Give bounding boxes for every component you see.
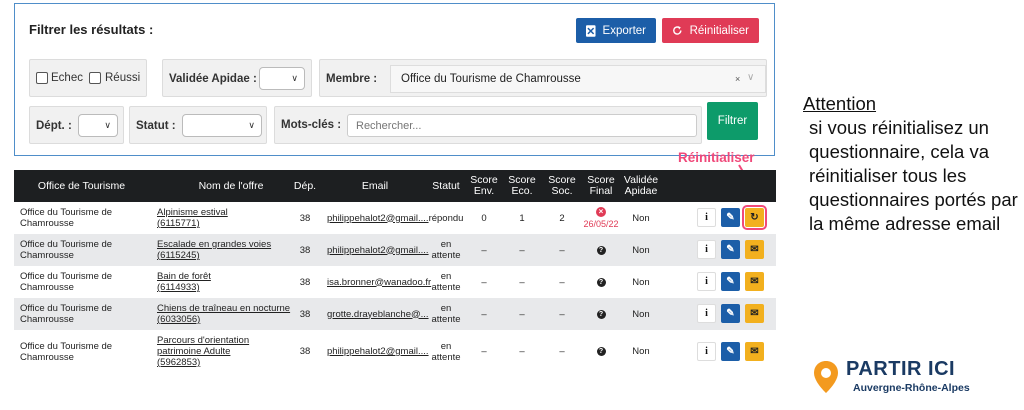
office-line-2: Chamrousse <box>20 282 74 293</box>
membre-filter-group <box>319 59 767 97</box>
table-row <box>14 298 776 330</box>
cell-email[interactable] <box>327 330 431 373</box>
envelope-icon: ✉ <box>750 346 759 357</box>
col-validee-l2: Apidae <box>624 185 658 197</box>
col-score-final-l2: Final <box>589 185 613 197</box>
offre-line-3[interactable]: (5962853) <box>157 357 201 368</box>
offre-line-2[interactable]: (6115245) <box>157 250 200 261</box>
cell-statut <box>426 298 466 330</box>
cell-office <box>20 330 150 373</box>
cell-offre-link[interactable] <box>157 266 307 298</box>
cell-dep: 38 <box>299 212 311 224</box>
col-score-env-l2: Env. <box>473 185 495 197</box>
cell-score-eco: – <box>519 244 525 256</box>
fail-x-icon: × <box>596 207 606 217</box>
office-line-1: Office du Tourisme de <box>20 207 113 218</box>
cell-score-env: – <box>481 346 487 357</box>
col-email: Email <box>361 179 389 192</box>
offre-line-1[interactable]: Alpinisme estival <box>157 207 228 218</box>
logo-title: PARTIR ICI <box>846 358 956 380</box>
reset-filters-button[interactable] <box>662 18 759 43</box>
cell-score-final <box>580 330 622 373</box>
mail-button[interactable] <box>745 342 764 361</box>
cell-validee: Non <box>632 308 650 320</box>
office-line-1: Office du Tourisme de <box>20 340 113 352</box>
attention-note <box>803 92 1023 236</box>
table-row <box>14 266 776 298</box>
filtrer-button[interactable] <box>707 102 758 140</box>
col-score-env-l1: Score <box>470 174 498 186</box>
info-button[interactable] <box>697 208 716 227</box>
chevron-down-icon: ∨ <box>747 72 755 83</box>
cell-email[interactable] <box>327 202 431 234</box>
export-button[interactable] <box>576 18 656 43</box>
col-validee <box>620 170 662 202</box>
info-icon: i <box>705 346 708 357</box>
cell-email[interactable] <box>327 234 431 266</box>
offre-line-2[interactable]: (6033056) <box>157 314 201 325</box>
statut-label: Statut : <box>136 120 176 132</box>
question-icon: ? <box>597 310 606 319</box>
reload-icon <box>672 25 683 36</box>
reinitialiser-button[interactable] <box>745 208 764 227</box>
cell-dep: 38 <box>299 244 311 256</box>
cell-score-eco: – <box>519 308 525 320</box>
col-score-soc <box>544 170 580 202</box>
col-score-eco-l2: Eco. <box>511 185 533 197</box>
cell-score-soc: – <box>559 346 565 357</box>
office-line-2: Chamrousse <box>20 218 74 229</box>
cell-email[interactable] <box>327 298 431 330</box>
cell-score-final <box>580 202 622 234</box>
cell-office <box>20 266 150 298</box>
statut-line-2: attente <box>431 250 461 261</box>
edit-button[interactable] <box>721 304 740 323</box>
edit-icon: ✎ <box>726 276 735 287</box>
email-link[interactable]: philippehalot2@gmail.... <box>327 212 429 224</box>
cell-score-soc: 2 <box>559 212 565 224</box>
cell-dep: 38 <box>299 308 311 320</box>
reload-icon: ↻ <box>750 212 759 223</box>
cell-statut <box>426 266 466 298</box>
email-link[interactable]: isa.bronner@wanadoo.fr <box>327 276 432 288</box>
cell-score-env: – <box>481 276 487 288</box>
dept-label: Dépt. : <box>36 120 72 132</box>
cell-score-env: – <box>481 244 487 256</box>
statut-line-2: attente <box>431 351 461 363</box>
offre-line-1[interactable]: Chiens de traîneau en nocturne <box>157 303 291 314</box>
col-score-final <box>582 170 620 202</box>
edit-button[interactable] <box>721 208 740 227</box>
validee-select[interactable] <box>259 67 305 90</box>
filtrer-label: Filtrer <box>717 115 748 127</box>
keywords-filter-group <box>274 106 702 144</box>
email-link[interactable]: philippehalot2@gmail.... <box>327 244 429 256</box>
info-button[interactable] <box>697 240 716 259</box>
validee-filter-group <box>162 59 312 97</box>
mail-button[interactable] <box>745 304 764 323</box>
cell-score-eco: 1 <box>519 212 525 224</box>
office-line-2: Chamrousse <box>20 250 74 261</box>
col-dep: Dép. <box>293 179 317 192</box>
question-icon: ? <box>597 347 606 356</box>
offre-line-2[interactable]: (6114933) <box>157 282 200 293</box>
clear-icon[interactable]: × <box>735 74 741 84</box>
offre-line-1[interactable]: Escalade en grandes voies <box>157 239 272 250</box>
reussi-label: Réussi <box>105 72 141 84</box>
cell-validee: Non <box>632 244 650 256</box>
info-icon: i <box>705 308 708 319</box>
note-body: si vous réinitialisez un questionnaire, cela va réinitialiser tous les questionnaires portés par la même adresse email <box>809 117 1018 234</box>
table-header <box>14 170 776 202</box>
col-score-eco <box>504 170 540 202</box>
mail-button[interactable] <box>745 272 764 291</box>
envelope-icon: ✉ <box>750 276 759 287</box>
excel-icon <box>586 25 596 37</box>
cell-score-env: 0 <box>481 212 487 224</box>
cell-validee: Non <box>632 276 650 288</box>
score-final-date: 26/05/22 <box>583 218 619 229</box>
cell-offre-link[interactable] <box>157 202 307 234</box>
cell-statut <box>426 234 466 266</box>
cell-office <box>20 234 150 266</box>
cell-statut <box>426 202 466 234</box>
office-line-2: Chamrousse <box>20 314 74 325</box>
map-pin-icon <box>813 360 839 394</box>
results-table <box>14 170 776 373</box>
statut-line-1: répondu <box>428 212 464 224</box>
cell-score-final <box>580 298 622 330</box>
offre-line-1[interactable]: Parcours d'orientation <box>157 335 250 346</box>
cell-offre-link[interactable] <box>157 298 307 330</box>
info-icon: i <box>705 212 708 223</box>
dept-select[interactable] <box>78 114 118 137</box>
validee-label: Validée Apidae : <box>169 73 257 85</box>
statut-line-1: en <box>440 340 452 352</box>
cell-offre-link[interactable] <box>157 234 307 266</box>
table-row <box>14 234 776 266</box>
statut-line-1: en <box>440 239 452 250</box>
statut-line-2: attente <box>431 282 461 293</box>
dept-filter-group <box>29 106 124 144</box>
echec-checkbox[interactable] <box>36 72 48 84</box>
col-validee-l1: Validée <box>623 174 659 186</box>
edit-button[interactable] <box>721 342 740 361</box>
cell-score-soc: – <box>559 244 565 256</box>
echec-label: Echec <box>51 72 83 84</box>
offre-line-1[interactable]: Bain de forêt <box>157 271 211 282</box>
info-button[interactable] <box>697 342 716 361</box>
edit-button[interactable] <box>721 272 740 291</box>
offre-line-2[interactable]: patrimoine Adulte <box>157 346 231 357</box>
membre-label: Membre : <box>326 73 378 85</box>
result-checkbox-group <box>29 59 147 97</box>
office-line-1: Office du Tourisme de <box>20 303 113 314</box>
table-row <box>14 330 776 373</box>
note-heading: Attention <box>803 93 877 114</box>
offre-line-2[interactable]: (6115771) <box>157 218 200 229</box>
statut-filter-group <box>129 106 267 144</box>
chevron-down-icon: ∨ <box>291 73 298 83</box>
membre-select[interactable] <box>390 65 766 93</box>
cell-dep: 38 <box>299 346 311 357</box>
edit-button[interactable] <box>721 240 740 259</box>
keywords-search-input[interactable] <box>347 114 697 137</box>
cell-score-final <box>580 234 622 266</box>
info-button[interactable] <box>697 272 716 291</box>
col-offre: Nom de l'offre <box>198 179 264 192</box>
cell-score-env: – <box>481 308 487 320</box>
cell-offre-link[interactable] <box>157 330 307 373</box>
envelope-icon: ✉ <box>750 308 759 319</box>
cell-score-eco: – <box>519 276 525 288</box>
statut-line-2: attente <box>431 314 461 325</box>
col-score-eco-l1: Score <box>508 174 536 186</box>
table-row <box>14 202 776 234</box>
cell-validee: Non <box>632 346 650 357</box>
cell-validee: Non <box>632 212 650 224</box>
cell-dep: 38 <box>299 276 311 288</box>
reinitialiser-callout: Réinitialiser <box>678 150 755 165</box>
cell-office <box>20 202 150 234</box>
keywords-label: Mots-clés : <box>281 119 342 131</box>
membre-value: Office du Tourisme de Chamrousse <box>401 73 581 85</box>
export-label: Exporter <box>602 24 646 37</box>
office-line-1: Office du Tourisme de <box>20 239 113 250</box>
col-office: Office de Tourisme <box>37 179 126 192</box>
statut-line-1: en <box>440 303 452 314</box>
email-link[interactable]: grotte.drayeblanche@... <box>327 308 429 320</box>
statut-line-1: en <box>440 271 452 282</box>
edit-icon: ✎ <box>726 308 735 319</box>
filter-title: Filtrer les résultats : <box>29 22 154 37</box>
col-score-env <box>466 170 502 202</box>
cell-score-soc: – <box>559 308 565 320</box>
office-line-2: Chamrousse <box>20 351 74 363</box>
cell-score-eco: – <box>519 346 525 357</box>
info-icon: i <box>705 244 708 255</box>
chevron-down-icon: ∨ <box>248 120 255 130</box>
col-statut: Statut <box>432 179 460 192</box>
info-icon: i <box>705 276 708 287</box>
edit-icon: ✎ <box>726 212 735 223</box>
chevron-down-icon: ∨ <box>104 120 111 130</box>
question-icon: ? <box>597 278 606 287</box>
cell-statut <box>426 330 466 373</box>
office-line-1: Office du Tourisme de <box>20 271 113 282</box>
envelope-icon: ✉ <box>750 244 759 255</box>
col-score-soc-l1: Score <box>548 174 576 186</box>
cell-score-soc: – <box>559 276 565 288</box>
logo-subtitle: Auvergne-Rhône-Alpes <box>853 382 970 394</box>
cell-score-final <box>580 266 622 298</box>
col-score-final-l1: Score <box>587 174 615 186</box>
mail-button[interactable] <box>745 240 764 259</box>
cell-office <box>20 298 150 330</box>
question-icon: ? <box>597 246 606 255</box>
col-score-soc-l2: Soc. <box>551 185 573 197</box>
email-link[interactable]: philippehalot2@gmail.... <box>327 346 429 357</box>
reussi-checkbox[interactable] <box>89 72 101 84</box>
edit-icon: ✎ <box>726 346 735 357</box>
statut-select[interactable] <box>182 114 262 137</box>
reset-filters-label: Réinitialiser <box>689 24 749 37</box>
info-button[interactable] <box>697 304 716 323</box>
edit-icon: ✎ <box>726 244 735 255</box>
filter-panel <box>14 3 775 156</box>
cell-email[interactable] <box>327 266 431 298</box>
